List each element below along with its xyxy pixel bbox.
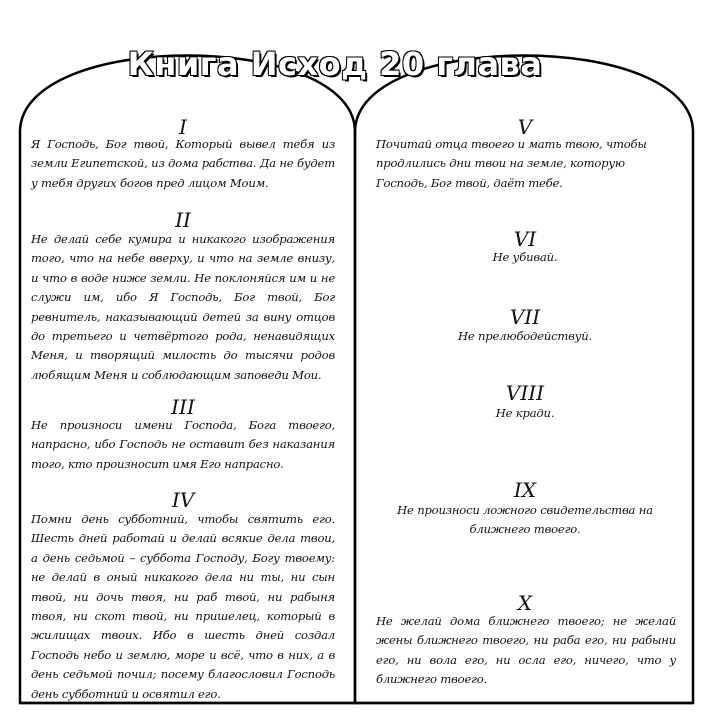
commandment-6-numeral: VI <box>513 227 537 251</box>
commandment-5-text: Почитай отца твоего и мать твою, чтобы продлились дни твои на земле, которую Господь, Бог твой, даёт тебе. <box>376 137 647 190</box>
commandment-10-numeral: X <box>517 591 533 615</box>
page-title: Книга Исход 20 глава <box>127 45 543 83</box>
commandment-3-numeral: III <box>171 395 195 419</box>
commandment-10-text: Не желай дома ближнего твоего; не желай жены ближнего твоего, ни раба его, ни рабыни его, ни вола его, ни осла его, ничего, что у ближнего твоего. <box>376 614 676 687</box>
commandment-6-text: Не убивай. <box>492 250 558 264</box>
commandment-1-text: Я Господь, Бог твой, Который вывел тебя из земли Египетской, из дома рабства. Да не будет у тебя других богов пред лицом Моим. <box>31 137 335 190</box>
commandment-3-text: Не произноси имени Господа, Бога твоего, напрасно, ибо Господь не оставит без наказания того, кто произносит имя Его напрасно. <box>31 418 335 471</box>
commandment-4-numeral: IV <box>171 488 195 512</box>
commandment-1-numeral: I <box>179 115 187 139</box>
commandment-7-numeral: VII <box>509 305 541 329</box>
commandment-9-text: Не произноси ложного свидетельства на ближнего твоего. <box>397 503 653 537</box>
commandment-7-text: Не прелюбодействуй. <box>457 329 593 343</box>
commandment-2-text: Не делай себе кумира и никакого изображения того, что на небе вверху, и что на земле внизу, и что в воде ниже земли. Не поклоняйся им и не служи им, ибо Я Господь, Бог твой, Бог ревнитель, наказывающий детей за вину отцов до третьего и четвёртого рода, ненавидящих Меня, и творящий милость до тысячи родов любящим Меня и соблюдающим заповеди Мои. <box>31 232 335 382</box>
commandment-8-text: Не кради. <box>495 406 555 420</box>
commandment-5-numeral: V <box>517 115 533 139</box>
commandment-9-numeral: IX <box>513 478 537 502</box>
commandment-8-numeral: VIII <box>505 381 545 405</box>
commandment-4-text: Помни день субботний, чтобы святить его. Шесть дней работай и делай всякие дела твои, а день седьмой – суббота Господу, Богу твоему: не делай в оный никакого дела ни ты, ни сын твой, ни дочь твоя, ни раб твой, ни рабыня твоя, ни скот твой, ни пришелец, который в жилищах твоих. Ибо в шесть дней создал Господь небо и землю, море и всё, что в них, а в день седьмой почил; посему благословил Господь день субботний и освятил его. <box>31 512 335 701</box>
commandment-2-numeral: II <box>175 208 191 232</box>
